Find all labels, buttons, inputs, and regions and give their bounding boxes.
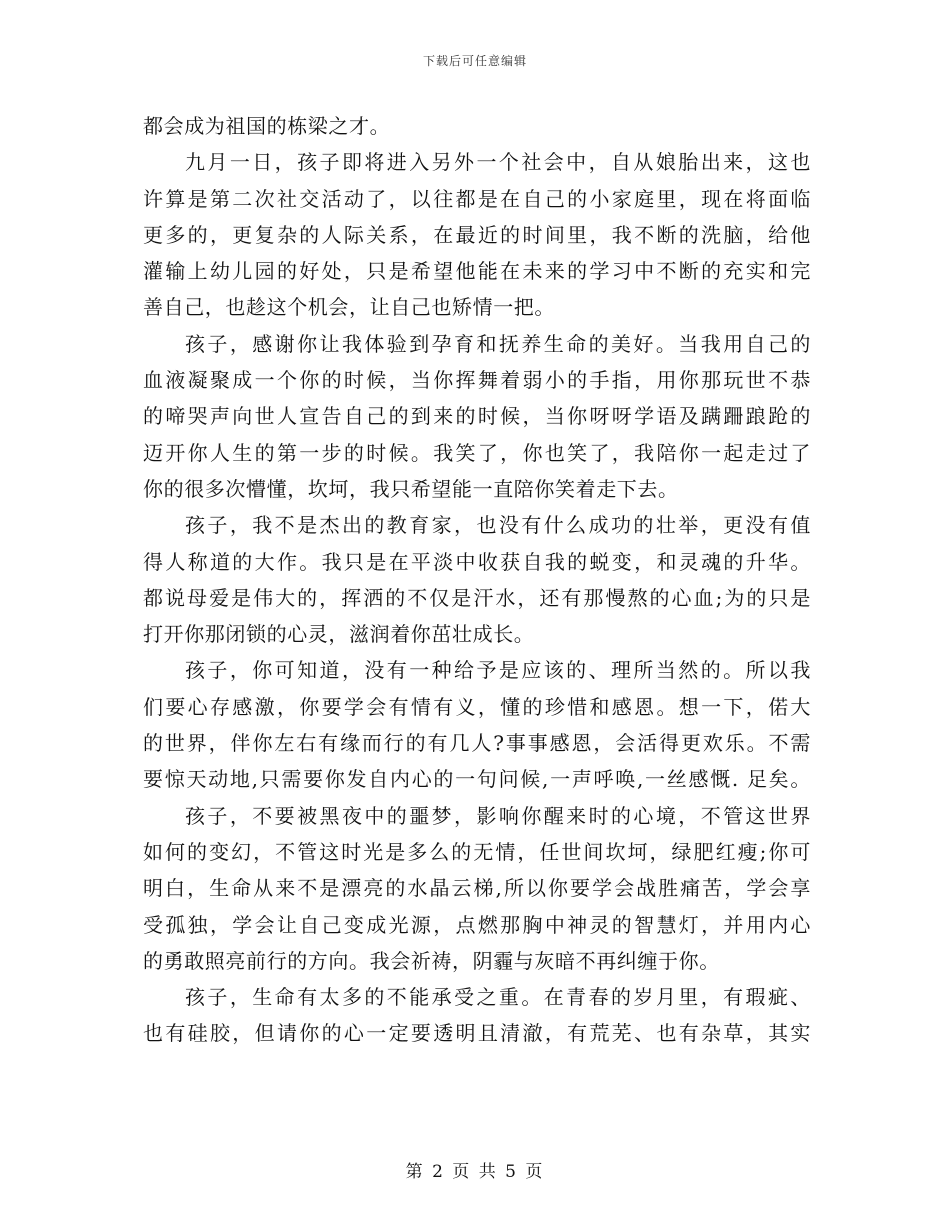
- paragraph-first-line: 孩子，生命有太多的不能承受之重。在青春的岁月里，有瑕疵、: [185, 985, 811, 1010]
- body-text: [143, 108, 811, 1052]
- text-line: 善自己，也趁这个机会，让自己也矫情一把。: [143, 295, 555, 320]
- text-line: 要惊天动地,只需要你发自内心的一句问候,一声呼唤,一丝感慨. 足矣。: [143, 767, 811, 792]
- text-line: 明白，生命从来不是漂亮的水晶云梯,所以你要学会战胜痛苦，学会享: [143, 876, 811, 901]
- text-line: 打开你那闭锁的心灵，滋润着你茁壮成长。: [143, 622, 535, 647]
- text-line: 的世界，伴你左右有缘而行的有几人?事事感恩，会活得更欢乐。不需: [143, 731, 811, 756]
- text-line: 血液凝聚成一个你的时候，当你挥舞着弱小的手指，用你那玩世不恭: [143, 368, 811, 393]
- text-line: 迈开你人生的第一步的时候。我笑了，你也笑了，我陪你一起走过了: [143, 440, 811, 465]
- paragraph-first-line: 孩子，我不是杰出的教育家，也没有什么成功的壮举，更没有值: [185, 513, 811, 538]
- text-line: 许算是第二次社交活动了，以往都是在自己的小家庭里，现在将面临: [143, 186, 811, 211]
- text-line: 受孤独，学会让自己变成光源，点燃那胸中神灵的智慧灯，并用内心: [143, 912, 811, 937]
- text-line: 得人称道的大作。我只是在平淡中收获自我的蜕变，和灵魂的升华。: [143, 549, 811, 574]
- page-number: 第 2 页 共 5 页: [405, 1162, 545, 1182]
- text-line: 都会成为祖国的栋梁之才。: [143, 114, 391, 138]
- text-line: 的勇敢照亮前行的方向。我会祈祷，阴霾与灰暗不再纠缠于你。: [143, 948, 720, 973]
- paragraph-first-line: 九月一日，孩子即将进入另外一个社会中，自从娘胎出来，这也: [185, 150, 811, 175]
- text-line: 也有硅胶，但请你的心一定要透明且清澈，有荒芜、也有杂草，其实: [143, 1021, 811, 1046]
- text-line: 你的很多次懵懂，坎坷，我只希望能一直陪你笑着走下去。: [143, 476, 679, 501]
- paragraph-first-line: 孩子，不要被黑夜中的噩梦，影响你醒来时的心境，不管这世界: [185, 803, 811, 828]
- paragraph-first-line: 孩子，感谢你让我体验到孕育和抚养生命的美好。当我用自己的: [185, 331, 811, 356]
- text-line: 都说母爱是伟大的，挥洒的不仅是汗水，还有那慢熬的心血;为的只是: [143, 585, 811, 610]
- page-header: 下载后可任意编辑: [422, 54, 527, 68]
- text-line: 更多的，更复杂的人际关系，在最近的时间里，我不断的洗脑，给他: [143, 222, 811, 247]
- text-line: 的啼哭声向世人宣告自己的到来的时候，当你呀呀学语及蹒跚踉跄的: [143, 404, 811, 429]
- paragraph-first-line: 孩子，你可知道，没有一种给予是应该的、理所当然的。所以我: [185, 658, 811, 683]
- text-line: 如何的变幻，不管这时光是多么的无情，任世间坎坷，绿肥红瘦;你可: [143, 839, 811, 864]
- text-line: 们要心存感激，你要学会有情有义，懂的珍惜和感恩。想一下，偌大: [143, 694, 811, 719]
- text-line: 灌输上幼儿园的好处，只是希望他能在未来的学习中不断的充实和完: [143, 259, 811, 284]
